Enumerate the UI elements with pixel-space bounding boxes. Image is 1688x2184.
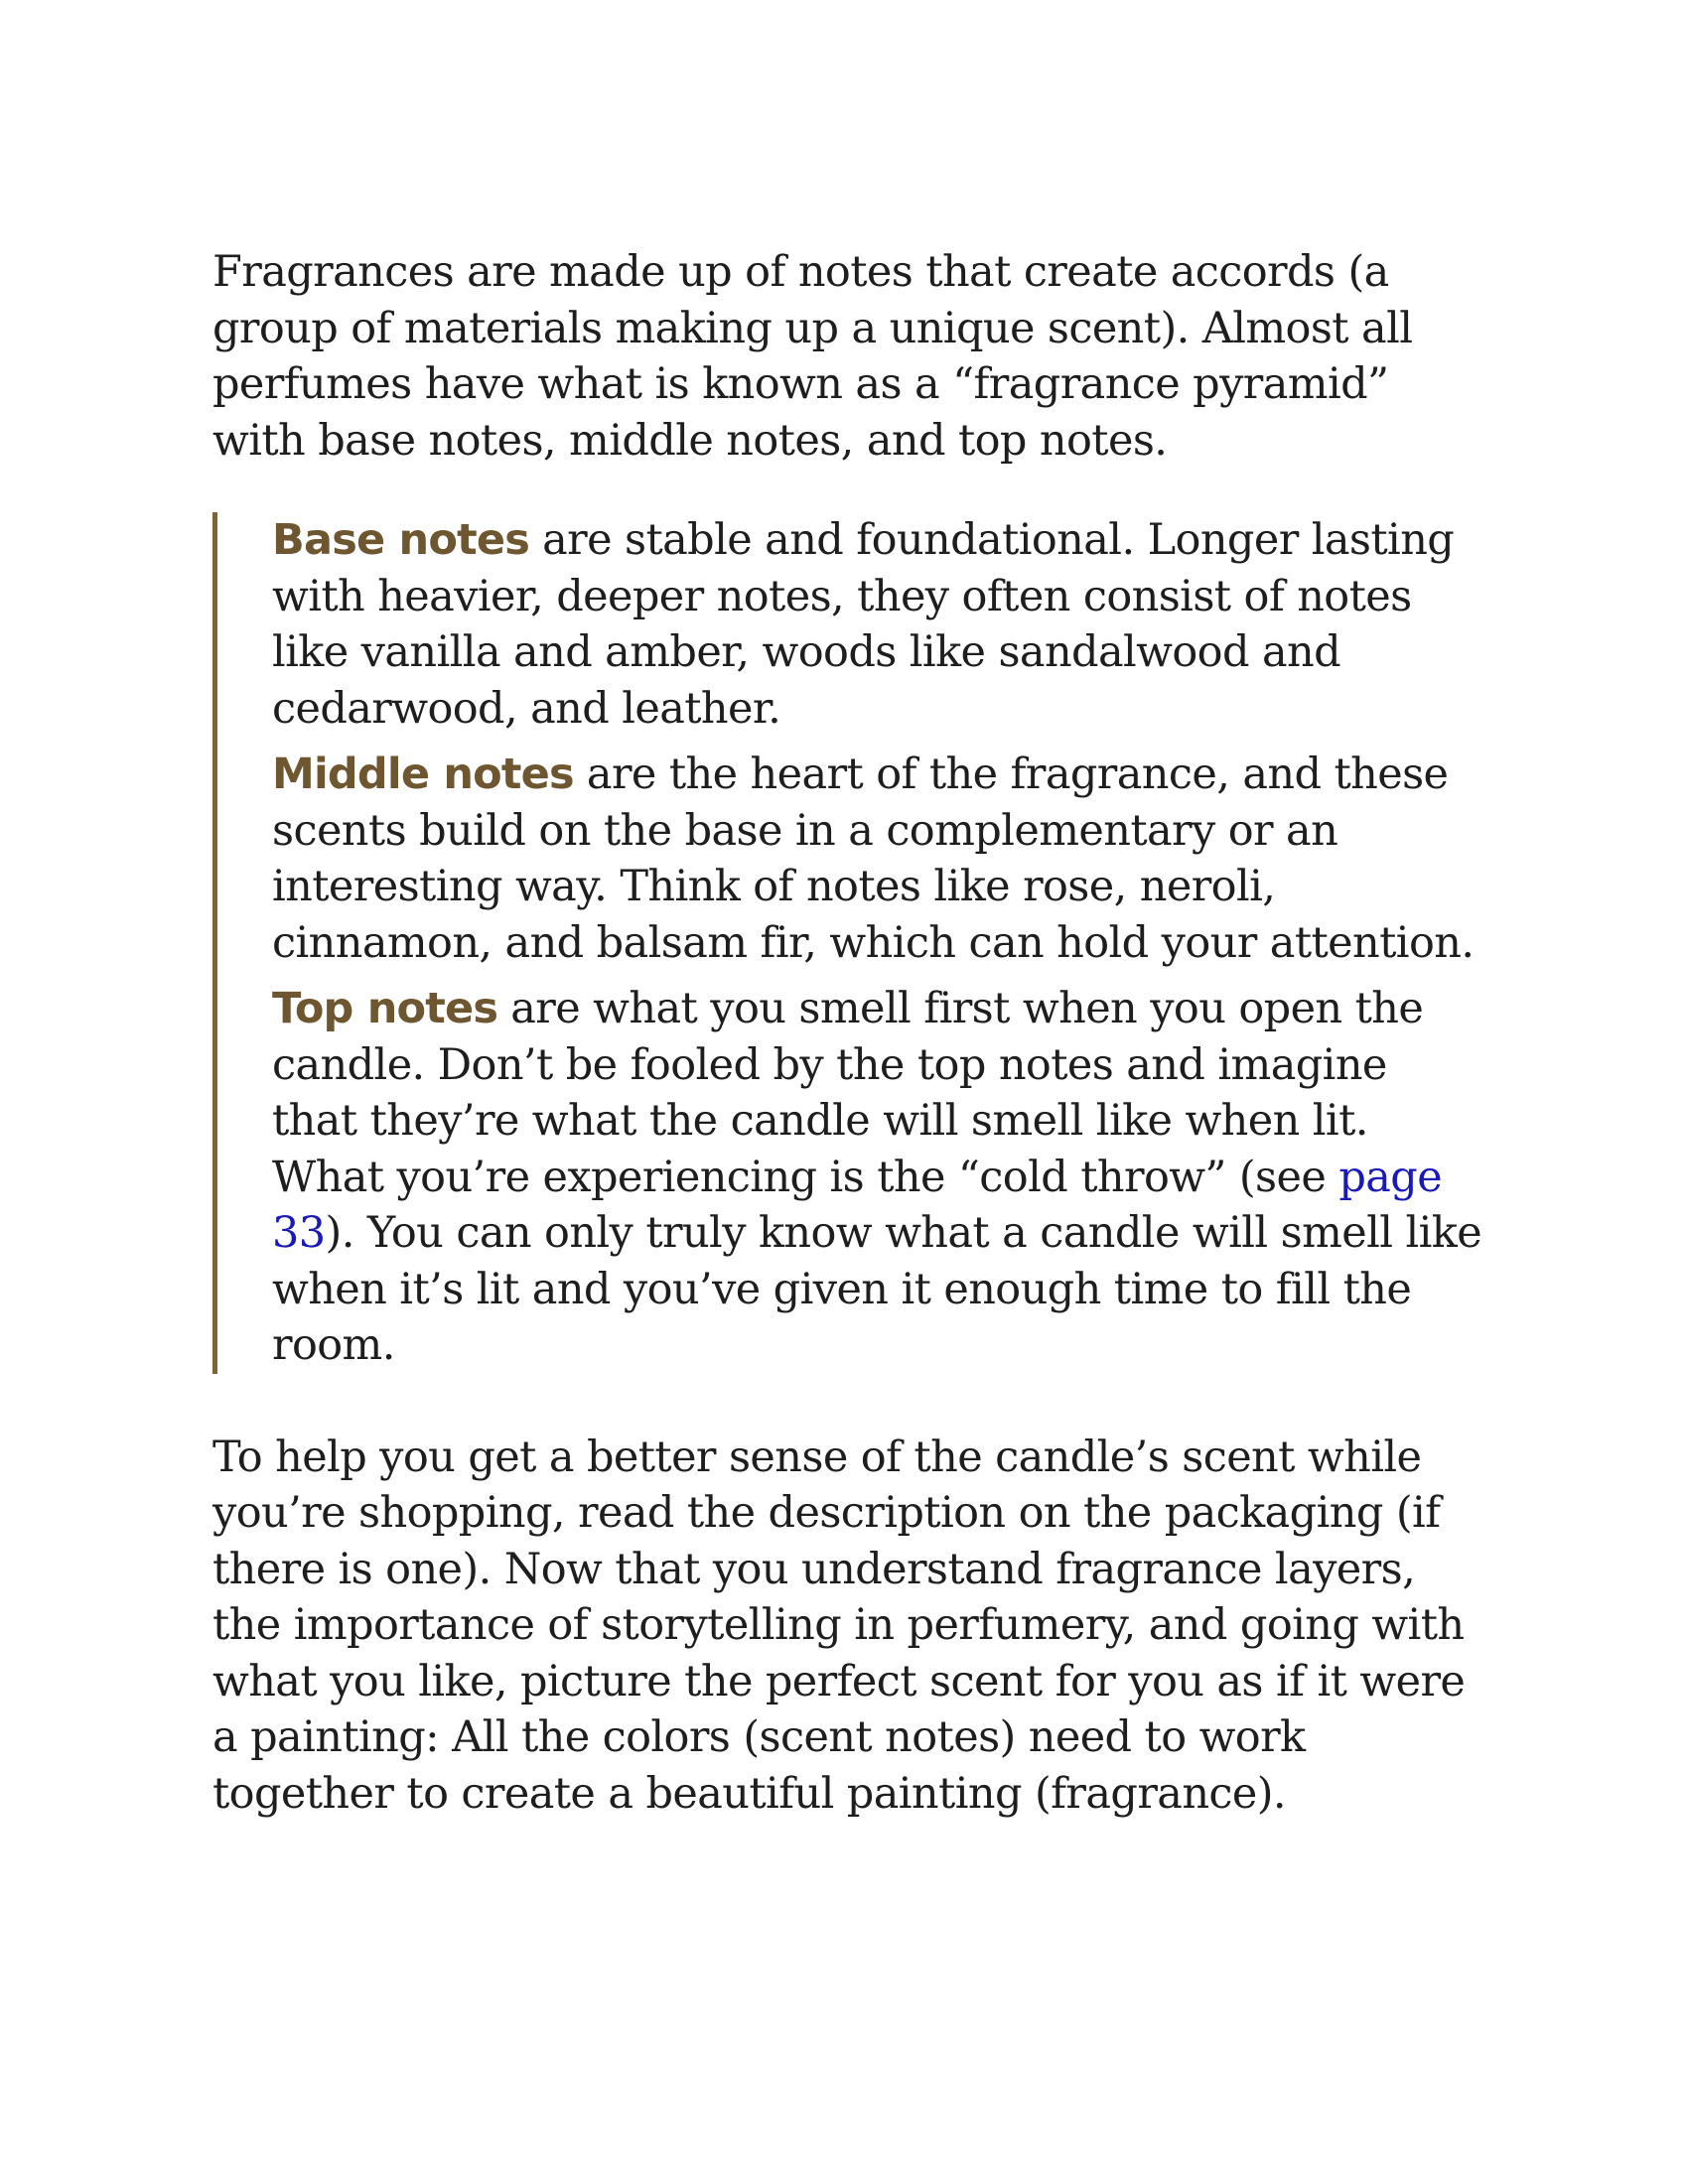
top-notes-paragraph	[272, 981, 1483, 1374]
middle-notes-term: Middle notes	[272, 750, 574, 799]
middle-notes-text: are the heart of the fragrance, and these scents build on the base in a complementary or an interesting way. Think of notes like rose, neroli, cinnamon, and balsam fir, which can hold your attention.	[272, 750, 1475, 968]
top-notes-text-after-link: ). You can only truly know what a candle will smell like when it’s lit and you’ve given it enough time to fill the room.	[272, 1208, 1482, 1370]
top-notes-term: Top notes	[272, 984, 498, 1033]
base-notes-paragraph	[272, 512, 1483, 737]
page-33-link[interactable]: page 33	[272, 1152, 1443, 1258]
page-content	[212, 244, 1483, 1822]
middle-notes-paragraph	[272, 747, 1483, 971]
base-notes-text: are stable and foundational. Longer lasting with heavier, deeper notes, they often consist of notes like vanilla and amber, woods like sandalwood and cedarwood, and leather.	[272, 515, 1455, 734]
closing-paragraph: To help you get a better sense of the candle’s scent while you’re shopping, read the description on the packaging (if there is one). Now that you understand fragrance layers, the importance of storytelling in perfumery, and going with what you like, picture the perfect scent for you as if it were a painting: All the colors (scent notes) need to work together to create a beautiful painting (fragrance).	[212, 1432, 1466, 1819]
base-notes-term: Base notes	[272, 515, 529, 565]
intro-paragraph: Fragrances are made up of notes that create accords (a group of materials making up a unique scent). Almost all perfumes have what is known as a “fragrance pyramid” with base notes, middle notes, and top notes.	[212, 247, 1413, 466]
top-notes-text-before-link: are what you smell first when you open the candle. Don’t be fooled by the top notes and imagine that they’re what the candle will smell like when lit. What you’re experiencing is the “cold throw” (see	[272, 984, 1424, 1202]
fragrance-notes-callout	[212, 512, 1483, 1374]
